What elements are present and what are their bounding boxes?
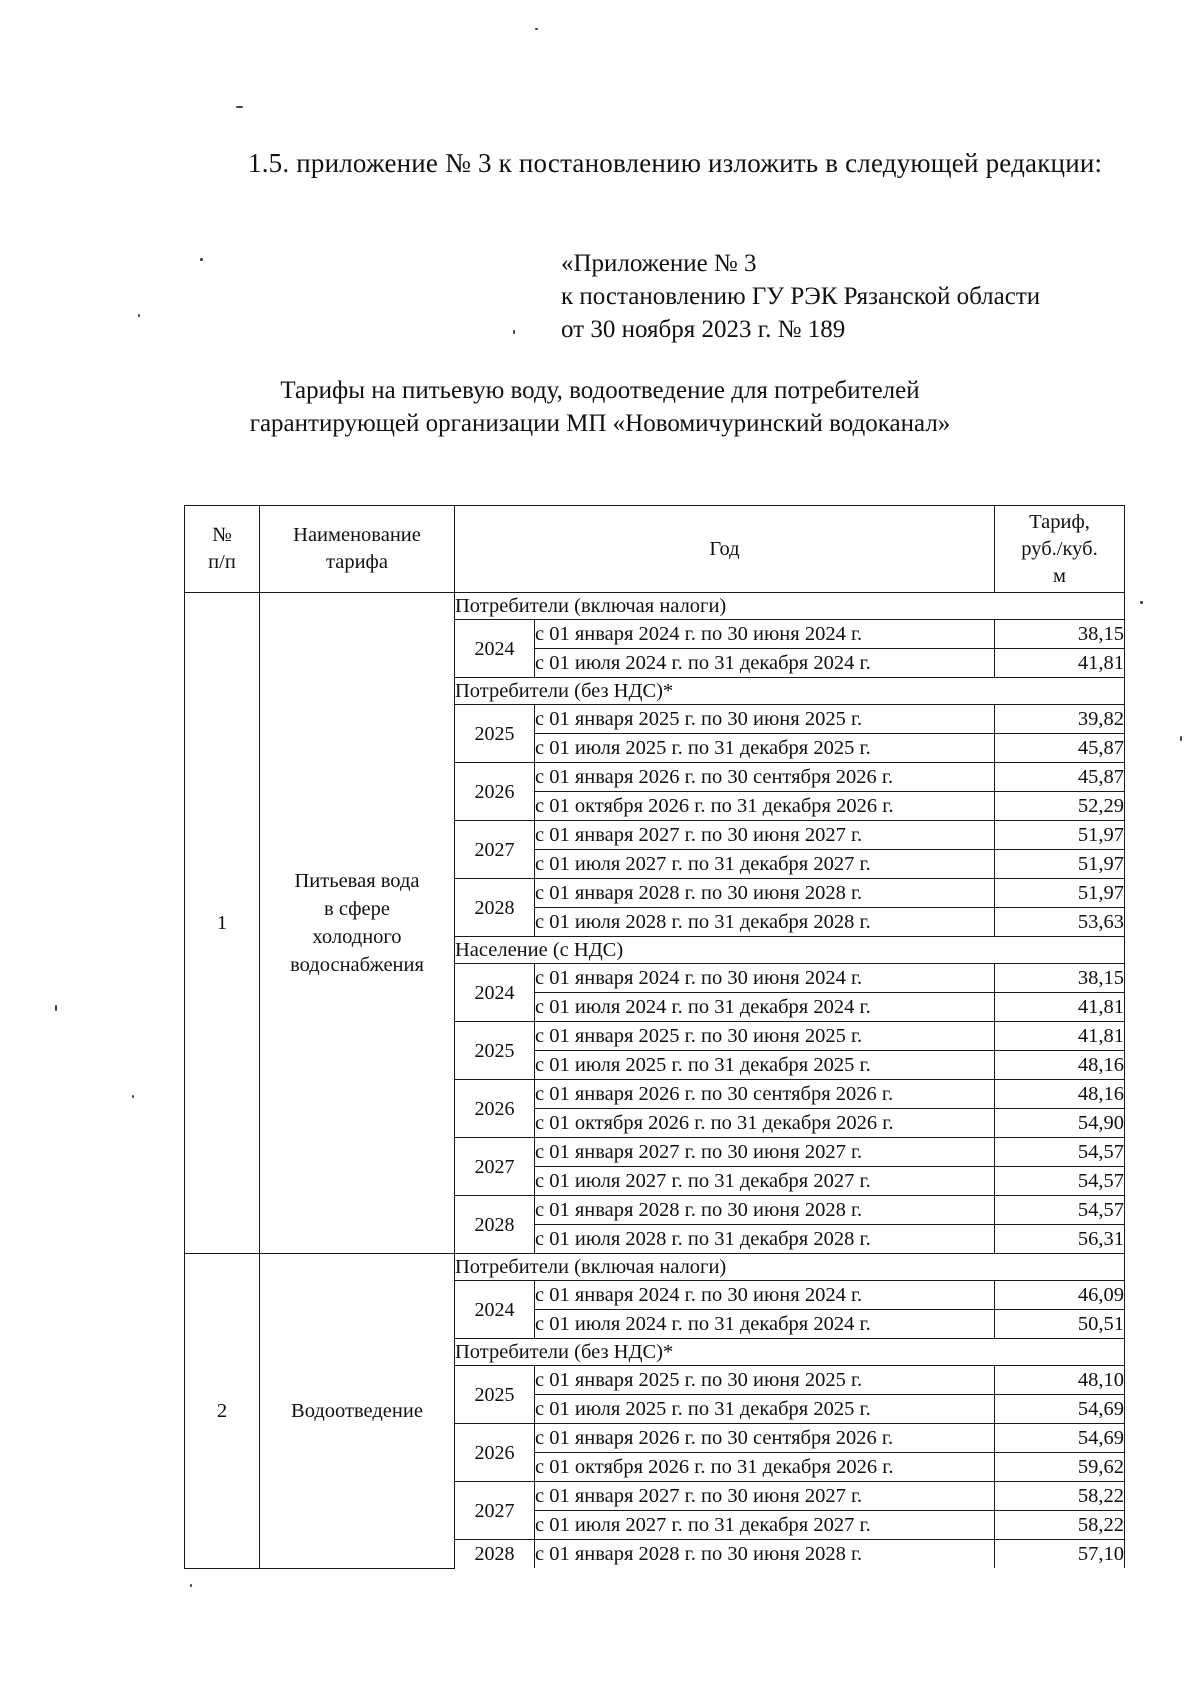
header-year: [455, 506, 995, 593]
header-text: руб./куб.: [1021, 537, 1098, 560]
period-cell: с 01 октября 2026 г. по 31 декабря 2026 г.: [535, 792, 995, 821]
tariff-value: 48,16: [995, 1080, 1125, 1109]
year-cell: 2025: [455, 705, 535, 763]
scan-speck: [1140, 601, 1143, 604]
period-cell: с 01 января 2028 г. по 30 июня 2028 г.: [535, 1540, 995, 1569]
group-row: [185, 1254, 1125, 1281]
tariff-value: 48,10: [995, 1366, 1125, 1395]
table-body: [185, 593, 1125, 1569]
group-label: Потребители (без НДС)*: [455, 678, 1125, 705]
tariff-value: 54,57: [995, 1138, 1125, 1167]
tariff-value: 54,90: [995, 1109, 1125, 1138]
scan-speck: [190, 1584, 192, 1587]
period-cell: с 01 января 2025 г. по 30 июня 2025 г.: [535, 1366, 995, 1395]
period-cell: с 01 июля 2028 г. по 31 декабря 2028 г.: [535, 1225, 995, 1254]
title-line: гарантирующей организации МП «Новомичуринский водоканал»: [249, 410, 951, 437]
appendix-reference: [561, 247, 1040, 346]
tariff-table: [184, 505, 1125, 1569]
tariff-value: 41,81: [995, 993, 1125, 1022]
period-cell: с 01 января 2024 г. по 30 июня 2024 г.: [535, 1281, 995, 1310]
year-cell: 2027: [455, 821, 535, 879]
header-text: Тариф,: [1029, 510, 1090, 533]
header-text: Год: [709, 537, 740, 560]
year-cell: 2027: [455, 1138, 535, 1196]
period-cell: с 01 июля 2024 г. по 31 декабря 2024 г.: [535, 993, 995, 1022]
title-line: Тарифы на питьевую воду, водоотведение для потребителей: [280, 377, 920, 404]
tariff-value: 51,97: [995, 879, 1125, 908]
year-cell: 2025: [455, 1022, 535, 1080]
group-label: Потребители (включая налоги): [455, 1254, 1125, 1281]
section-name-line: водоснабжения: [290, 954, 424, 976]
tariff-value: 54,69: [995, 1395, 1125, 1424]
scan-speck: [200, 258, 203, 261]
tariff-value: 51,97: [995, 821, 1125, 850]
intro-paragraph: 1.5. приложение № 3 к постановлению изложить в следующей редакции:: [248, 148, 1103, 178]
section-name: [260, 1254, 455, 1569]
period-cell: с 01 июля 2025 г. по 31 декабря 2025 г.: [535, 734, 995, 763]
tariff-value: 52,29: [995, 792, 1125, 821]
section-name: [260, 593, 455, 1254]
period-cell: с 01 июля 2024 г. по 31 декабря 2024 г.: [535, 1310, 995, 1339]
tariff-value: 58,22: [995, 1482, 1125, 1511]
period-cell: с 01 июля 2025 г. по 31 декабря 2025 г.: [535, 1395, 995, 1424]
tariff-value: 39,82: [995, 705, 1125, 734]
header-tariff: [995, 506, 1125, 593]
group-row: [185, 593, 1125, 620]
tariff-value: 51,97: [995, 850, 1125, 879]
tariff-value: 58,22: [995, 1511, 1125, 1540]
header-text: м: [1053, 564, 1066, 587]
tariff-value: 45,87: [995, 734, 1125, 763]
year-cell: 2027: [455, 1482, 535, 1540]
period-cell: с 01 января 2025 г. по 30 июня 2025 г.: [535, 1022, 995, 1051]
appendix-line: к постановлению ГУ РЭК Рязанской области: [561, 283, 1041, 310]
tariff-value: 56,31: [995, 1225, 1125, 1254]
header-name: [260, 506, 455, 593]
period-cell: с 01 января 2024 г. по 30 июня 2024 г.: [535, 964, 995, 993]
document-title: [180, 374, 1020, 440]
tariff-value: 54,57: [995, 1167, 1125, 1196]
appendix-line: «Приложение № 3: [561, 250, 757, 277]
section-name-line: холодного: [312, 926, 402, 948]
section-name-line: Водоотведение: [291, 1399, 423, 1422]
year-cell: 2026: [455, 763, 535, 821]
period-cell: с 01 января 2025 г. по 30 июня 2025 г.: [535, 705, 995, 734]
section-number: 1: [185, 593, 260, 1254]
year-cell: 2024: [455, 620, 535, 678]
period-cell: с 01 января 2028 г. по 30 июня 2028 г.: [535, 1196, 995, 1225]
scan-speck: [138, 314, 140, 317]
period-cell: с 01 января 2026 г. по 30 сентября 2026 г.: [535, 1424, 995, 1453]
group-label: Население (с НДС): [455, 937, 1125, 964]
tariff-value: 41,81: [995, 1022, 1125, 1051]
period-cell: с 01 января 2026 г. по 30 сентября 2026 г.: [535, 1080, 995, 1109]
header-text: №: [212, 524, 232, 546]
tariff-value: 50,51: [995, 1310, 1125, 1339]
year-cell: 2026: [455, 1080, 535, 1138]
scan-speck: [535, 28, 538, 30]
tariff-value: 57,10: [995, 1540, 1125, 1569]
section-name-line: в сфере: [324, 898, 390, 920]
year-cell: 2028: [455, 1540, 535, 1569]
group-label: Потребители (включая налоги): [455, 593, 1125, 620]
tariff-value: 46,09: [995, 1281, 1125, 1310]
section-number: 2: [185, 1254, 260, 1569]
tariff-value: 53,63: [995, 908, 1125, 937]
scan-speck: [513, 330, 515, 334]
period-cell: с 01 июля 2027 г. по 31 декабря 2027 г.: [535, 850, 995, 879]
header-number: [185, 506, 260, 593]
scan-speck: [55, 1005, 57, 1011]
scan-speck: [1180, 736, 1182, 741]
period-cell: с 01 января 2024 г. по 30 июня 2024 г.: [535, 620, 995, 649]
period-cell: с 01 июля 2025 г. по 31 декабря 2025 г.: [535, 1051, 995, 1080]
tariff-value: 59,62: [995, 1453, 1125, 1482]
group-label: Потребители (без НДС)*: [455, 1339, 1125, 1366]
period-cell: с 01 января 2026 г. по 30 сентября 2026 г.: [535, 763, 995, 792]
appendix-line: от 30 ноября 2023 г. № 189: [561, 316, 846, 343]
period-cell: с 01 октября 2026 г. по 31 декабря 2026 г.: [535, 1453, 995, 1482]
tariff-value: 54,69: [995, 1424, 1125, 1453]
table-header-row: [185, 506, 1125, 593]
period-cell: с 01 января 2027 г. по 30 июня 2027 г.: [535, 821, 995, 850]
year-cell: 2026: [455, 1424, 535, 1482]
tariff-value: 54,57: [995, 1196, 1125, 1225]
section-name-line: Питьевая вода: [294, 870, 420, 892]
header-text: Наименование: [293, 524, 421, 546]
header-text: тарифа: [326, 551, 388, 573]
header-text: п/п: [208, 551, 236, 573]
year-cell: 2028: [455, 1196, 535, 1254]
tariff-value: 48,16: [995, 1051, 1125, 1080]
period-cell: с 01 июля 2024 г. по 31 декабря 2024 г.: [535, 649, 995, 678]
period-cell: с 01 января 2027 г. по 30 июня 2027 г.: [535, 1482, 995, 1511]
tariff-value: 41,81: [995, 649, 1125, 678]
period-cell: с 01 января 2028 г. по 30 июня 2028 г.: [535, 879, 995, 908]
period-cell: с 01 июля 2028 г. по 31 декабря 2028 г.: [535, 908, 995, 937]
year-cell: 2024: [455, 1281, 535, 1339]
tariff-value: 38,15: [995, 964, 1125, 993]
year-cell: 2025: [455, 1366, 535, 1424]
period-cell: с 01 января 2027 г. по 30 июня 2027 г.: [535, 1138, 995, 1167]
tariff-value: 38,15: [995, 620, 1125, 649]
tariff-value: 45,87: [995, 763, 1125, 792]
scan-speck: [236, 106, 243, 108]
scan-speck: [132, 1095, 134, 1098]
period-cell: с 01 июля 2027 г. по 31 декабря 2027 г.: [535, 1167, 995, 1196]
period-cell: с 01 октября 2026 г. по 31 декабря 2026 г.: [535, 1109, 995, 1138]
period-cell: с 01 июля 2027 г. по 31 декабря 2027 г.: [535, 1511, 995, 1540]
year-cell: 2028: [455, 879, 535, 937]
year-cell: 2024: [455, 964, 535, 1022]
